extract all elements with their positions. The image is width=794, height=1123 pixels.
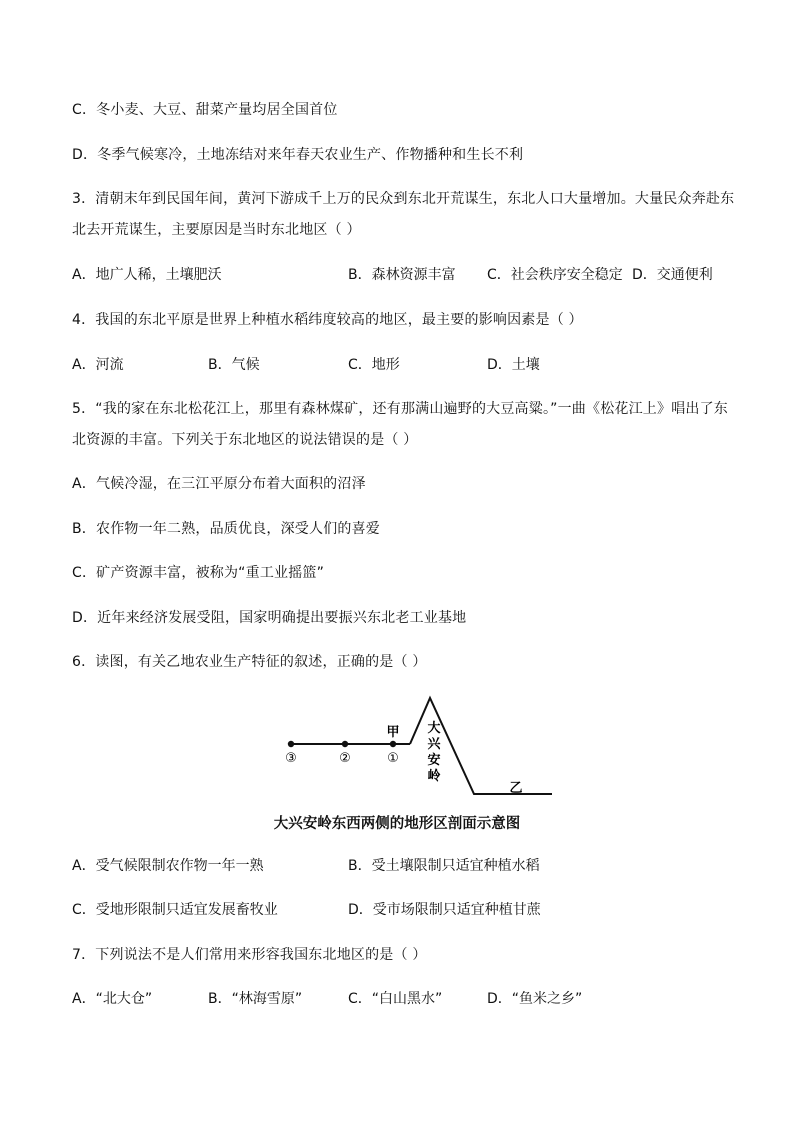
q2-option-d: D．冬季气候寒冷，土地冻结对来年春天农业生产、作物播种和生长不利 — [72, 147, 524, 163]
q5-option-b: B．农作物一年二熟，品质优良，深受人们的喜爱 — [72, 521, 381, 537]
q7-option-a: A．“北大仓” — [72, 991, 153, 1007]
q3-stem-line1: 3．清朝末年到民国年间，黄河下游成千上万的民众到东北开荒谋生，东北人口大量增加。大量民众奔赴东 — [72, 191, 735, 207]
point-1-dot — [390, 741, 396, 747]
q2-option-c: C．冬小麦、大豆、甜菜产量均居全国首位 — [72, 102, 338, 118]
q3-option-c: C．社会秩序安全稳定 — [487, 267, 623, 283]
q6-option-c: C．受地形限制只适宜发展畜牧业 — [72, 902, 278, 918]
label-yi: 乙 — [509, 781, 523, 796]
q4-option-d: D．土壤 — [487, 357, 540, 373]
q7-stem: 7．下列说法不是人们常用来形容我国东北地区的是（ ） — [72, 947, 427, 963]
q5-option-d: D．近年来经济发展受阻，国家明确提出要振兴东北老工业基地 — [72, 610, 467, 626]
q7-option-b: B．“林海雪原” — [208, 991, 303, 1007]
point-2-dot — [342, 741, 348, 747]
q4-stem: 4．我国的东北平原是世界上种植水稻纬度较高的地区，最主要的影响因素是（ ） — [72, 312, 583, 328]
q5-stem-line2: 北资源的丰富。下列关于东北地区的说法错误的是（ ） — [72, 432, 418, 448]
label-jia: 甲 — [386, 725, 400, 740]
point-3-label: ③ — [285, 751, 297, 766]
figure-caption: 大兴安岭东西两侧的地形区剖面示意图 — [273, 816, 521, 832]
q3-option-a: A．地广人稀，土壤肥沃 — [72, 267, 222, 283]
q3-option-d: D．交通便利 — [632, 267, 713, 283]
q6-stem: 6．读图，有关乙地农业生产特征的叙述，正确的是（ ） — [72, 654, 427, 670]
q6-option-b: B．受土壤限制只适宜种植水稻 — [348, 858, 540, 874]
q5-stem-line1: 5．“我的家在东北松花江上，那里有森林煤矿，还有那满山遍野的大豆高粱。”一曲《松花江上》唱出了东 — [72, 401, 729, 417]
q3-stem-line2: 北去开荒谋生，主要原因是当时东北地区（ ） — [72, 222, 361, 238]
q3-option-b: B．森林资源丰富 — [348, 267, 456, 283]
q7-option-d: D．“鱼米之乡” — [487, 991, 583, 1007]
point-1-label: ① — [387, 751, 399, 766]
q4-option-b: B．气候 — [208, 357, 260, 373]
mountain-label-char-4: 岭 — [427, 769, 441, 784]
point-2-label: ② — [339, 751, 351, 766]
q4-option-c: C．地形 — [348, 357, 400, 373]
point-3-dot — [288, 741, 294, 747]
mountain-label-char-2: 兴 — [427, 737, 441, 752]
mountain-label-char-1: 大 — [427, 721, 441, 736]
q7-option-c: C．“白山黑水” — [348, 991, 443, 1007]
q4-option-a: A．河流 — [72, 357, 124, 373]
q5-option-c: C．矿产资源丰富，被称为“重工业摇篮” — [72, 565, 325, 581]
q6-option-d: D．受市场限制只适宜种植甘蔗 — [348, 902, 541, 918]
q5-option-a: A．气候冷湿，在三江平原分布着大面积的沼泽 — [72, 476, 366, 492]
mountain-label-char-3: 安 — [427, 753, 441, 768]
q6-option-a: A．受气候限制农作物一年一熟 — [72, 858, 264, 874]
terrain-profile-figure — [270, 690, 570, 810]
